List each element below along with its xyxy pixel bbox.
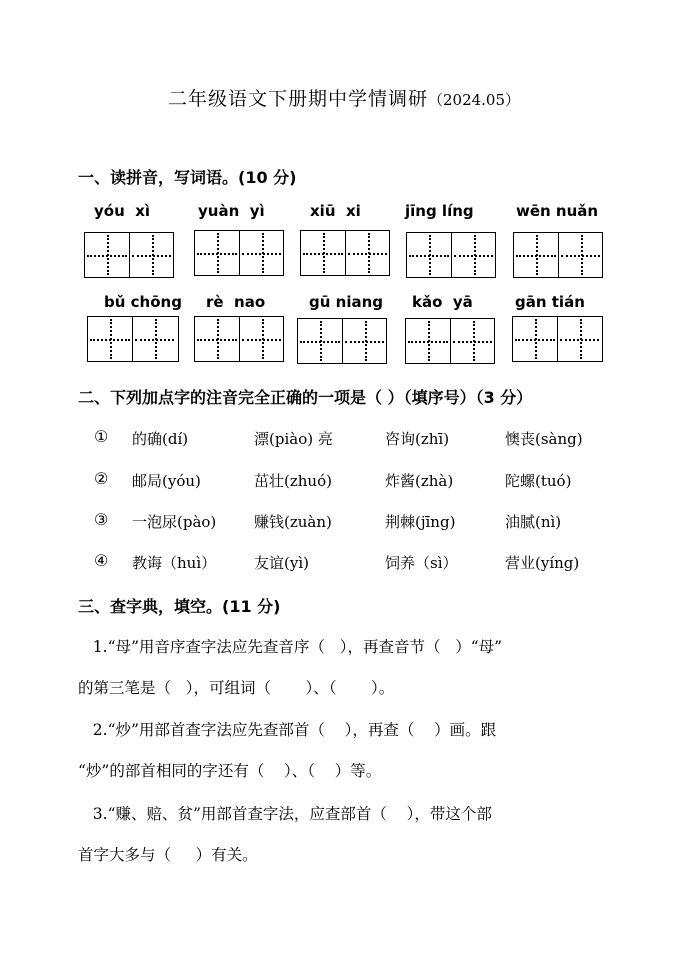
option-word: 漂(piào) 亮 <box>254 430 333 448</box>
pinyin-label: rè nao <box>206 293 266 311</box>
pinyin-label: jīng líng <box>405 202 474 220</box>
section1-heading: 一、读拼音，写词语。(10 分) <box>78 168 297 187</box>
option-word: 荆棘(jīng) <box>385 513 456 531</box>
option-word: 教诲（huì） <box>132 554 217 572</box>
option-word: 咨询(zhī) <box>385 430 450 448</box>
pinyin-label: gū niang <box>309 293 383 311</box>
writing-grid[interactable] <box>194 230 284 276</box>
option-word: 炸酱(zhà) <box>385 472 454 490</box>
option-word: 饲养（sì） <box>385 554 458 572</box>
writing-grid[interactable] <box>297 318 387 364</box>
question-line: “炒”的部首相同的字还有（ ）、（ ）等。 <box>78 762 382 780</box>
writing-grid[interactable] <box>405 318 495 364</box>
option-word: 一泡尿(pào) <box>132 513 217 531</box>
option-word: 油腻(nì) <box>505 513 562 531</box>
option-word: 茁壮(zhuó) <box>254 472 332 490</box>
writing-grid[interactable] <box>513 232 603 278</box>
writing-grid[interactable] <box>84 232 174 278</box>
option-number: ③ <box>94 510 109 529</box>
page-title <box>0 84 688 111</box>
option-number: ② <box>94 469 109 488</box>
question-line: 2.“炒”用部首查字法应先查部首（ ），再查（ ）画。跟 <box>78 721 497 739</box>
question-line: 3.“赚、赔、贫”用部首查字法，应查部首（ ），带这个部 <box>78 805 492 823</box>
writing-grid[interactable] <box>194 316 284 362</box>
writing-grid[interactable] <box>406 232 496 278</box>
title-main: 二年级语文下册期中学情调研 <box>167 88 428 110</box>
pinyin-label: gān tián <box>515 293 585 311</box>
option-word: 陀螺(tuó) <box>505 472 572 490</box>
question-line: 的第三笔是（ ），可组词（ ）、（ ）。 <box>78 679 395 697</box>
writing-grid[interactable] <box>87 316 179 362</box>
title-date: （2024.05） <box>427 91 521 109</box>
question-line: 1.“母”用音序查字法应先查音序（ ），再查音节（ ）“母” <box>78 638 503 656</box>
option-word: 的确(dí) <box>132 430 189 448</box>
pinyin-label: kǎo yā <box>412 293 473 311</box>
option-word: 赚钱(zuàn) <box>254 513 332 531</box>
writing-grid[interactable] <box>300 230 390 276</box>
option-number: ① <box>94 427 109 446</box>
option-word: 友谊(yì) <box>254 554 309 572</box>
question-line: 首字大多与（ ）有关。 <box>78 846 258 864</box>
pinyin-label: bǔ chōng <box>104 293 182 311</box>
option-word: 邮局(yóu) <box>132 472 201 490</box>
section3-heading: 三、查字典，填空。(11 分) <box>78 597 281 616</box>
pinyin-label: xiū xi <box>310 202 361 220</box>
option-word: 营业(yíng) <box>505 554 580 572</box>
pinyin-label: wēn nuǎn <box>516 202 599 220</box>
pinyin-label: yuàn yì <box>198 202 265 220</box>
writing-grid[interactable] <box>512 316 603 362</box>
option-word: 懊丧(sàng) <box>505 430 583 448</box>
section2-heading: 二、下列加点字的注音完全正确的一项是（ ）（填序号）（3 分） <box>78 388 533 407</box>
option-number: ④ <box>94 551 109 570</box>
pinyin-label: yóu xì <box>94 202 151 220</box>
